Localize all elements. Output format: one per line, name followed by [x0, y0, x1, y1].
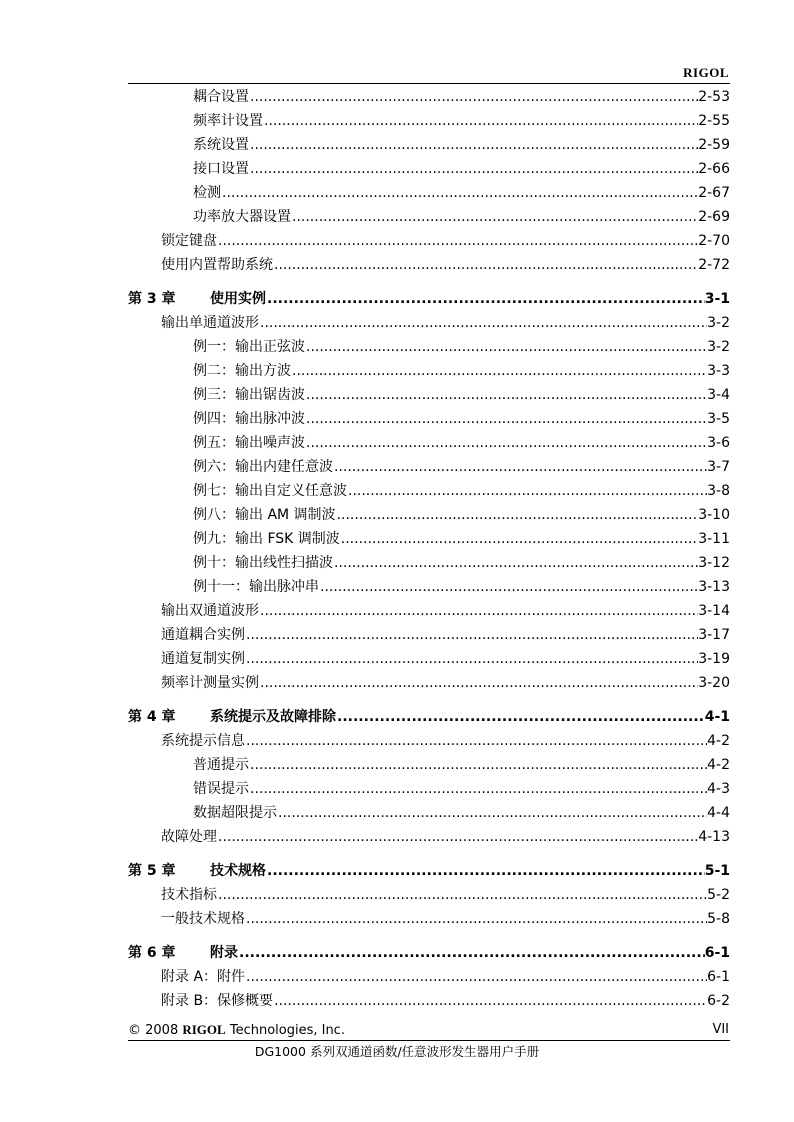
toc-leader-dots	[245, 908, 707, 930]
toc-entry[interactable]	[128, 884, 730, 906]
toc-entry[interactable]	[128, 600, 730, 622]
toc-entry[interactable]	[128, 182, 730, 204]
toc-entry-title: 普通提示	[193, 757, 249, 773]
toc-page-number: 3-2	[707, 315, 730, 331]
toc-leader-dots	[347, 480, 707, 502]
toc-leader-dots	[266, 288, 705, 310]
toc-chapter-entry[interactable]	[128, 288, 730, 310]
copyright-suffix: Technologies, Inc.	[225, 1023, 345, 1038]
toc-chapter-heading	[128, 860, 266, 882]
toc-leader-dots	[266, 860, 705, 882]
toc-page-number: 3-1	[704, 291, 730, 307]
toc-entry[interactable]	[128, 528, 730, 550]
toc-leader-dots	[245, 624, 698, 646]
toc-page-number: 3-2	[707, 339, 730, 355]
toc-chapter-heading	[128, 706, 336, 728]
toc-entry-title: 例十一：输出脉冲串	[193, 579, 319, 595]
toc-entry[interactable]	[128, 206, 730, 228]
toc-entry-title: 故障处理	[161, 829, 217, 845]
toc-page-number: 4-2	[707, 757, 730, 773]
toc-chapter-number: 第 4 章	[128, 709, 176, 725]
toc-entry[interactable]	[128, 158, 730, 180]
toc-leader-dots	[333, 456, 707, 478]
toc-leader-dots	[305, 432, 707, 454]
toc-leader-dots	[259, 312, 707, 334]
toc-leader-dots	[305, 336, 707, 358]
toc-entry-title: 锁定键盘	[161, 233, 217, 249]
toc-entry-title: 例五：输出噪声波	[193, 435, 305, 451]
toc-chapter-entry[interactable]	[128, 706, 730, 728]
toc-page-number: 2-59	[698, 137, 730, 153]
toc-chapter-heading	[128, 288, 266, 310]
toc-leader-dots	[259, 600, 698, 622]
toc-entry-title: 通道耦合实例	[161, 627, 245, 643]
toc-leader-dots	[291, 206, 698, 228]
toc-page-number: 3-17	[698, 627, 730, 643]
toc-entry[interactable]	[128, 576, 730, 598]
toc-chapter-number: 第 3 章	[128, 291, 176, 307]
toc-leader-dots	[238, 942, 705, 964]
toc-entry-title: 数据超限提示	[193, 805, 277, 821]
toc-leader-dots	[217, 884, 707, 906]
toc-entry-title: 频率计测量实例	[161, 675, 259, 691]
toc-page-number: 6-1	[707, 969, 730, 985]
toc-entry[interactable]	[128, 504, 730, 526]
toc-entry-title: 通道复制实例	[161, 651, 245, 667]
toc-leader-dots	[305, 384, 707, 406]
toc-chapter-entry[interactable]	[128, 860, 730, 882]
toc-entry-title: 例八：输出 AM 调制波	[193, 507, 336, 523]
toc-entry-title: 错误提示	[193, 781, 249, 797]
toc-page-number: 3-11	[698, 531, 730, 547]
toc-page-number: 3-12	[698, 555, 730, 571]
toc-entry[interactable]	[128, 730, 730, 752]
toc-entry-title: 系统设置	[193, 137, 249, 153]
toc-leader-dots	[249, 778, 707, 800]
footer-brand: RIGOL	[182, 1022, 226, 1037]
toc-entry-title: 耦合设置	[193, 89, 249, 105]
toc-entry[interactable]	[128, 908, 730, 930]
toc-entry-title: 功率放大器设置	[193, 209, 291, 225]
toc-entry[interactable]	[128, 230, 730, 252]
toc-chapter-title: 技术规格	[210, 863, 266, 879]
toc-entry-title: 一般技术规格	[161, 911, 245, 927]
toc-entry[interactable]	[128, 754, 730, 776]
toc-leader-dots	[217, 826, 698, 848]
toc-leader-dots	[259, 672, 698, 694]
toc-entry[interactable]	[128, 110, 730, 132]
toc-page-number: 3-7	[707, 459, 730, 475]
toc-entry[interactable]	[128, 826, 730, 848]
toc-entry[interactable]	[128, 384, 730, 406]
toc-entry[interactable]	[128, 778, 730, 800]
toc-entry-title: 附录 A：附件	[161, 969, 246, 985]
footer-page-number: VII	[712, 1022, 729, 1037]
toc-page-number: 3-3	[707, 363, 730, 379]
toc-entry-title: 例一：输出正弦波	[193, 339, 305, 355]
toc-entry-title: 例七：输出自定义任意波	[193, 483, 347, 499]
toc-page-number: 4-4	[707, 805, 730, 821]
toc-page-number: 2-67	[698, 185, 730, 201]
toc-page-number: 3-4	[707, 387, 730, 403]
toc-entry-title: 使用内置帮助系统	[161, 257, 273, 273]
toc-leader-dots	[336, 706, 705, 728]
toc-leader-dots	[305, 408, 707, 430]
toc-entry-title: 例三：输出锯齿波	[193, 387, 305, 403]
toc-leader-dots	[249, 134, 698, 156]
toc-leader-dots	[245, 648, 698, 670]
toc-leader-dots	[333, 552, 698, 574]
toc-chapter-number: 第 5 章	[128, 863, 176, 879]
toc-leader-dots	[319, 576, 698, 598]
toc-page-number: 5-8	[707, 911, 730, 927]
toc-leader-dots	[221, 182, 698, 204]
toc-entry-title: 例六：输出内建任意波	[193, 459, 333, 475]
toc-page-number: 2-70	[698, 233, 730, 249]
toc-page-number: 5-1	[704, 863, 730, 879]
toc-leader-dots	[340, 528, 698, 550]
toc-entry[interactable]	[128, 480, 730, 502]
toc-chapter-heading	[128, 942, 238, 964]
toc-page-number: 4-3	[707, 781, 730, 797]
toc-page-number: 3-14	[698, 603, 730, 619]
toc-leader-dots	[245, 730, 707, 752]
header-brand-logo: RIGOL	[683, 65, 729, 80]
toc-entry[interactable]	[128, 312, 730, 334]
copyright-prefix: © 2008	[128, 1023, 183, 1038]
toc-leader-dots	[217, 230, 698, 252]
toc-page-number: 2-55	[698, 113, 730, 129]
toc-page-number: 3-5	[707, 411, 730, 427]
toc-entry-title: 例二：输出方波	[193, 363, 291, 379]
toc-page-number: 5-2	[707, 887, 730, 903]
toc-leader-dots	[273, 254, 698, 276]
toc-entry[interactable]	[128, 624, 730, 646]
toc-page-number: 4-13	[698, 829, 730, 845]
toc-entry-title: 例十：输出线性扫描波	[193, 555, 333, 571]
toc-page-number: 4-1	[704, 709, 730, 725]
footer-manual-title: DG1000 系列双通道函数/任意波形发生器用户手册	[254, 1044, 540, 1059]
toc-entry[interactable]	[128, 648, 730, 670]
toc-page-number: 6-2	[707, 993, 730, 1009]
toc-page-number: 2-53	[698, 89, 730, 105]
toc-entry[interactable]	[128, 134, 730, 156]
toc-page-number: 2-66	[698, 161, 730, 177]
toc-entry-title: 例九：输出 FSK 调制波	[193, 531, 340, 547]
toc-chapter-title: 使用实例	[210, 291, 266, 307]
toc-page-number: 3-6	[707, 435, 730, 451]
toc-leader-dots	[263, 110, 698, 132]
toc-chapter-title: 附录	[210, 945, 238, 961]
toc-entry-title: 检测	[193, 185, 221, 201]
toc-entry[interactable]	[128, 966, 730, 988]
toc-chapter-title: 系统提示及故障排除	[210, 709, 336, 725]
toc-entry-title: 频率计设置	[193, 113, 263, 129]
toc-page-number: 2-69	[698, 209, 730, 225]
toc-entry[interactable]	[128, 990, 730, 1012]
toc-chapter-entry[interactable]	[128, 942, 730, 964]
toc-leader-dots	[336, 504, 699, 526]
toc-entry[interactable]	[128, 86, 730, 108]
toc-entry[interactable]	[128, 408, 730, 430]
header-rule	[128, 83, 730, 84]
toc-entry-title: 接口设置	[193, 161, 249, 177]
toc-entry[interactable]	[128, 360, 730, 382]
toc-entry-title: 附录 B：保修概要	[161, 993, 274, 1009]
footer-copyright	[128, 1022, 345, 1038]
toc-chapter-number: 第 6 章	[128, 945, 176, 961]
toc-page-number: 3-10	[698, 507, 730, 523]
toc-leader-dots	[291, 360, 707, 382]
toc-entry-title: 技术指标	[161, 887, 217, 903]
toc-page-number: 3-20	[698, 675, 730, 691]
toc-entry[interactable]	[128, 254, 730, 276]
toc-entry-title: 输出双通道波形	[161, 603, 259, 619]
toc-leader-dots	[249, 754, 707, 776]
toc-entry-title: 系统提示信息	[161, 733, 245, 749]
toc-entry[interactable]	[128, 672, 730, 694]
toc-leader-dots	[249, 158, 698, 180]
toc-page-number: 3-13	[698, 579, 730, 595]
toc-page-number: 6-1	[704, 945, 730, 961]
toc-leader-dots	[273, 990, 707, 1012]
toc-entry[interactable]	[128, 552, 730, 574]
toc-leader-dots	[277, 802, 707, 824]
toc-entry[interactable]	[128, 802, 730, 824]
toc-entry[interactable]	[128, 336, 730, 358]
toc-leader-dots	[245, 966, 707, 988]
footer-rule	[128, 1040, 730, 1041]
toc-entry[interactable]	[128, 456, 730, 478]
toc-entry-title: 例四：输出脉冲波	[193, 411, 305, 427]
toc-page-number: 3-19	[698, 651, 730, 667]
toc-entry-title: 输出单通道波形	[161, 315, 259, 331]
toc-page-number: 4-2	[707, 733, 730, 749]
toc-page-number: 2-72	[698, 257, 730, 273]
toc-leader-dots	[249, 86, 698, 108]
toc-page-number: 3-8	[707, 483, 730, 499]
toc-entry[interactable]	[128, 432, 730, 454]
